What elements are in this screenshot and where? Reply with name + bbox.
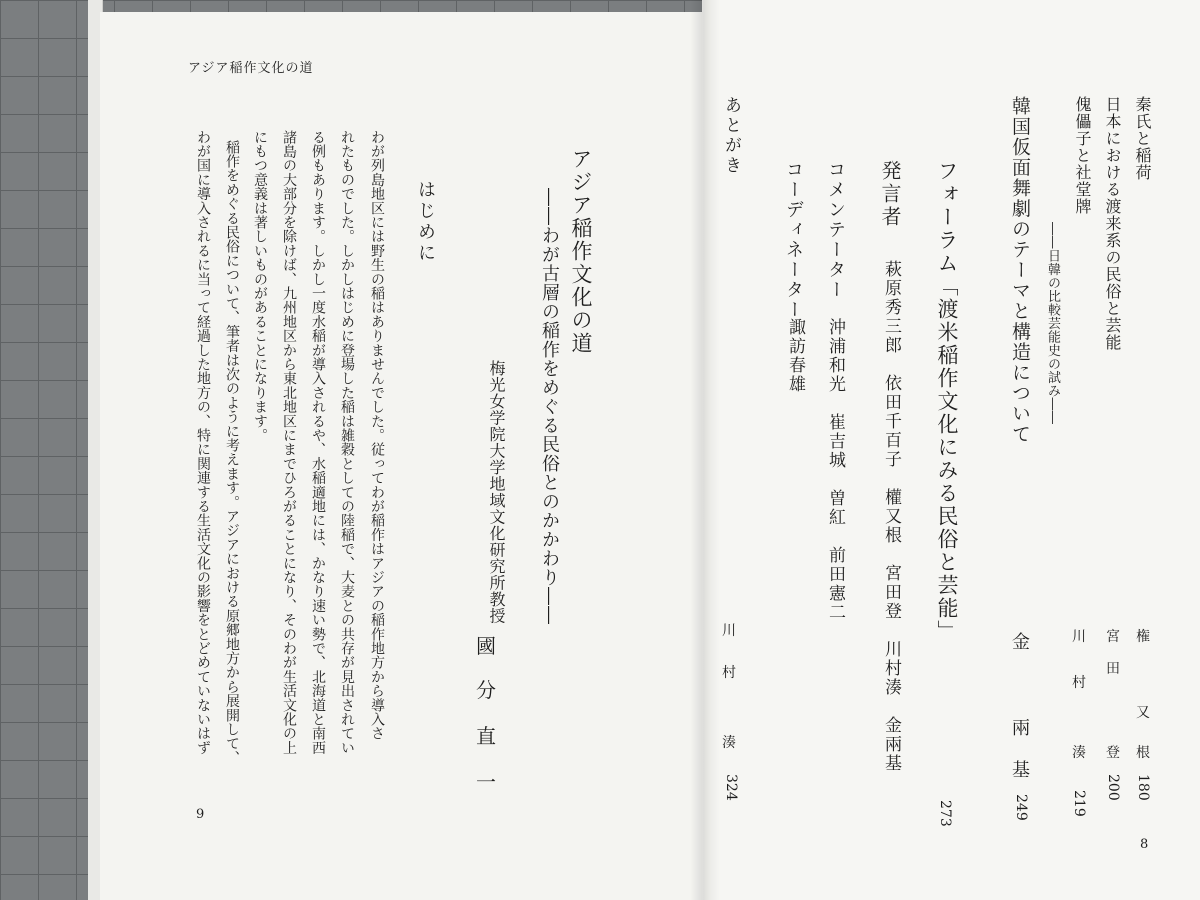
afterword-author-char-3: 湊 — [722, 735, 736, 751]
afterword-author-char-2: 村 — [722, 665, 736, 681]
afterword-author-char-1: 川 — [722, 623, 736, 639]
toc-page-1: 180 — [1135, 774, 1151, 801]
commentators-label: コメンテーター — [825, 160, 846, 300]
toc-author-3-char-3: 湊 — [1072, 745, 1086, 761]
toc-page-2: 200 — [1105, 774, 1121, 801]
forum-title: フォーラム「渡米稲作文化にみる民俗と芸能」 — [935, 160, 959, 643]
left-page — [100, 12, 702, 900]
author-name-char-2: 分 — [476, 678, 496, 702]
page-number-left: 9 — [196, 807, 205, 822]
book-gutter — [690, 0, 720, 900]
coordinator-name: 諏訪春雄 — [785, 318, 805, 394]
author-name-char-1: 國 — [476, 634, 496, 658]
speakers-label: 発言者 — [878, 160, 902, 229]
article-subtitle: ――わが古層の稲作をめぐる民俗とのかかわり―― — [539, 188, 560, 625]
toc-title-3: 傀儡子と社堂牌 — [1073, 96, 1092, 215]
afterword-page: 324 — [723, 774, 739, 801]
author-name-char-3: 直 — [476, 724, 496, 748]
toc-author-2-char-1: 宮 — [1106, 629, 1120, 645]
body-line-3: る例もあります。しかし一度水稲が導入されるや、水稲適地には、かなり速い勢で、北海道と南西 — [310, 130, 326, 755]
toc-author-4-char-2: 兩 — [1012, 718, 1030, 739]
toc-author-3-char-2: 村 — [1072, 675, 1086, 691]
toc-author-4-char-1: 金 — [1012, 632, 1030, 653]
body-line-7: わが国に導入されるに当って経過した地方の、特に関連する生活文化の影響をとどめていないはず — [195, 130, 211, 755]
body-line-2: れたものでした。しかしはじめに登場した稲は雑穀としての陸稲で、大麦との共存が見出されてい — [339, 130, 355, 755]
toc-author-2-char-2: 田 — [1106, 661, 1120, 677]
body-line-6: 稲作をめぐる民俗について、筆者は次のように考えます。アジアにおける原郷地方から展開して、 — [224, 140, 240, 765]
body-line-1: わが列島地区には野生の稲はありませんでした。従ってわが稲作はアジアの稲作地方から導入さ — [369, 130, 385, 741]
toc-author-4-char-3: 基 — [1012, 760, 1030, 781]
article-title: アジア稲作文化の道 — [569, 148, 593, 355]
commentators-list: 沖浦和光 崔吉城 曽紅 前田憲二 — [825, 318, 845, 622]
afterword-title: あとがき — [721, 96, 741, 176]
toc-author-1-char-1: 権 — [1136, 629, 1150, 645]
toc-title-4: 韓国仮面舞劇のテーマと構造について — [1009, 96, 1031, 445]
toc-author-3-char-1: 川 — [1072, 629, 1086, 645]
toc-author-1-char-3: 根 — [1136, 745, 1150, 761]
forum-page: 273 — [937, 800, 953, 827]
speakers-list: 萩原秀三郎 依田千百子 權又根 宮田登 川村湊 金兩基 — [881, 260, 901, 773]
section-heading: はじめに — [415, 180, 436, 264]
toc-title-2: 日本における渡来系の民俗と芸能 — [1103, 96, 1122, 351]
running-head: アジア稲作文化の道 — [188, 61, 314, 76]
toc-author-2-char-3: 登 — [1106, 745, 1120, 761]
page-number-right: 8 — [1140, 837, 1149, 852]
body-line-5: にもつ意義は著しいものがあることになります。 — [252, 130, 268, 443]
toc-subtitle-3: ――日韓の比較芸能史の試み―― — [1045, 222, 1060, 425]
author-affiliation: 梅光女学院大学地域文化研究所教授 — [487, 360, 506, 624]
coordinator-label: コーディネーター — [783, 160, 804, 320]
toc-page-4: 249 — [1013, 794, 1029, 821]
toc-author-1-char-2: 又 — [1136, 705, 1150, 721]
body-line-4: 諸島の大部分を除けば、九州地区から東北地区にまでひろがることになり、そのわが生活文化の上 — [281, 130, 297, 755]
author-name-char-4: 一 — [476, 770, 496, 794]
toc-title-1: 秦氏と稲荷 — [1133, 96, 1152, 181]
toc-page-3: 219 — [1071, 790, 1087, 817]
